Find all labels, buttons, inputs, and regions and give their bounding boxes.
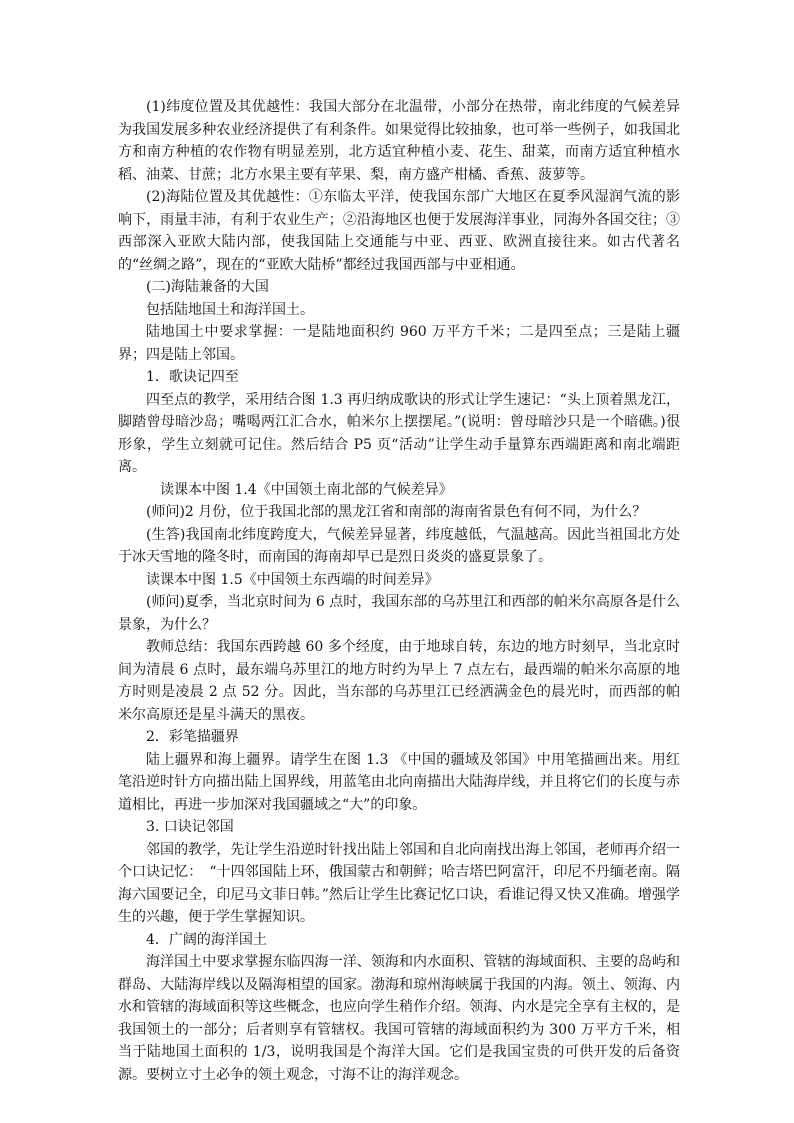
paragraph-student-answer-1: (生答)我国南北纬度跨度大，气候差异显著，纬度越低，气温越高。因此当祖国北方处于冰天雪地的隆冬时，而南国的海南却早已是烈日炎炎的盛夏景象了。: [118, 526, 680, 565]
section-heading-sea-land-country: (二)海陆兼备的大国: [146, 279, 269, 295]
paragraph-neighbors: 邻国的教学，先让学生沿逆时针找出陆上邻国和自北向南找出海上邻国，老师再介绍一个口诀记忆： “十四邻国陆上环，俄国蒙古和朝鲜；哈吉塔巴阿富汗，印尼不丹缅老南。隔海六国要记全，印尼马文菲日韩。”然后让学生比赛记忆口诀，看谁记得又快又准确。增强学生的兴趣，便于学生掌握知识。: [118, 841, 680, 925]
document-body: [118, 96, 680, 1086]
paragraph-ocean-territory: 海洋国土中要求掌握东临四海一洋、领海和内水面积、管辖的海域面积、主要的岛屿和群岛、大陆海岸线以及隔海相望的国家。渤海和琼州海峡属于我国的内海。领土、领海、内水和管辖的海域面积等这些概念，也应向学生稍作介绍。领海、内水是完全享有主权的，是我国领土的一部分；后者则享有管辖权。我国可管辖的海域面积约为 300 万平方千米，相当于陆地国土面积的 1/3，说明我国是个海洋大国。它们是我国宝贵的可供开发的后备资源。要树立寸土必争的领土观念，寸海不让的海洋观念。: [118, 954, 680, 1083]
paragraph-teacher-summary: 教师总结：我国东西跨越 60 多个经度，由于地球自转，东边的地方时刻早，当北京时间为清晨 6 点时，最东端乌苏里江的地方时约为早上 7 点左右，最西端的帕米尔高原的地方时则是凌晨 2 点 52 分。因此，当东部的乌苏里江已经洒满金色的晨光时，而西部的帕米尔高原还是星斗满天的黑夜。: [118, 639, 680, 723]
paragraph-sea-land-position: (2)海陆位置及其优越性：①东临太平洋，使我国东部广大地区在夏季风湿润气流的影响下，雨量丰沛，有利于农业生产；②沿海地区也便于发展海洋事业，同海外各国交往；③西部深入亚欧大陆内部，使我国陆上交通能与中亚、西亚、欧洲直接往来。如古代著名的“丝绸之路”，现在的“亚欧大陆桥”都经过我国西部与中亚相通。: [118, 189, 680, 273]
paragraph-latitude: (1)纬度位置及其优越性：我国大部分在北温带，小部分在热带，南北纬度的气候差异为我国发展多种农业经济提供了有利条件。如果觉得比较抽象，也可举一些例子，如我国北方和南方种植的农作物有明显差别，北方适宜种植小麦、花生、甜菜，而南方适宜种植水稻、油菜、甘蔗；北方水果主要有苹果、梨，南方盛产柑橘、香蕉、菠萝等。: [118, 99, 680, 183]
subheading-ocean-territory: 4．广阔的海洋国土: [146, 931, 267, 948]
subheading-color-pen-borders: 2．彩笔描疆界: [146, 729, 239, 745]
paragraph-territory-types: 包括陆地国土和海洋国土。: [146, 301, 314, 318]
subheading-rhyme-neighbors: 3. 口诀记邻国: [146, 819, 234, 835]
paragraph-land-territory: 陆地国土中要求掌握：一是陆地面积约 960 万平方千米；二是四至点；三是陆上疆界；四是陆上邻国。: [118, 324, 680, 363]
paragraph-teacher-question-2: (师问)夏季，当北京时间为 6 点时，我国东部的乌苏里江和西部的帕米尔高原各是什么景象，为什么？: [118, 594, 680, 633]
paragraph-teacher-question-1: (师问)2 月份，位于我国北部的黑龙江省和南部的海南省景色有何不同，为什么？: [146, 504, 647, 520]
reading-figure-1-4: 读课本中图 1.4《中国领土南北部的气候差异》: [160, 481, 453, 498]
subheading-rhyme-four-points: 1．歌诀记四至: [146, 369, 239, 385]
paragraph-borders: 陆上疆界和海上疆界。请学生在图 1.3 《中国的疆域及邻国》中用笔描画出来。用红笔沿逆时针方向描出陆上国界线，用蓝笔由北向南描出大陆海岸线，并且将它们的长度与赤道相比，再进一步加深对我国疆域之“大”的印象。: [118, 751, 680, 813]
reading-figure-1-5: 读课本中图 1.5《中国领土东西端的时间差异》: [146, 571, 439, 588]
paragraph-four-points-teaching: 四至点的教学，采用结合图 1.3 再归纳成歌诀的形式让学生速记：“头上顶着黑龙江，脚踏曾母暗沙岛；嘴喝两江汇合水，帕米尔上摆摆尾。”(说明：曾母暗沙只是一个暗礁。)很形象，学生立刻就可记住。然后结合 P5 页“活动”让学生动手量算东西端距离和南北端距离。: [118, 391, 680, 475]
